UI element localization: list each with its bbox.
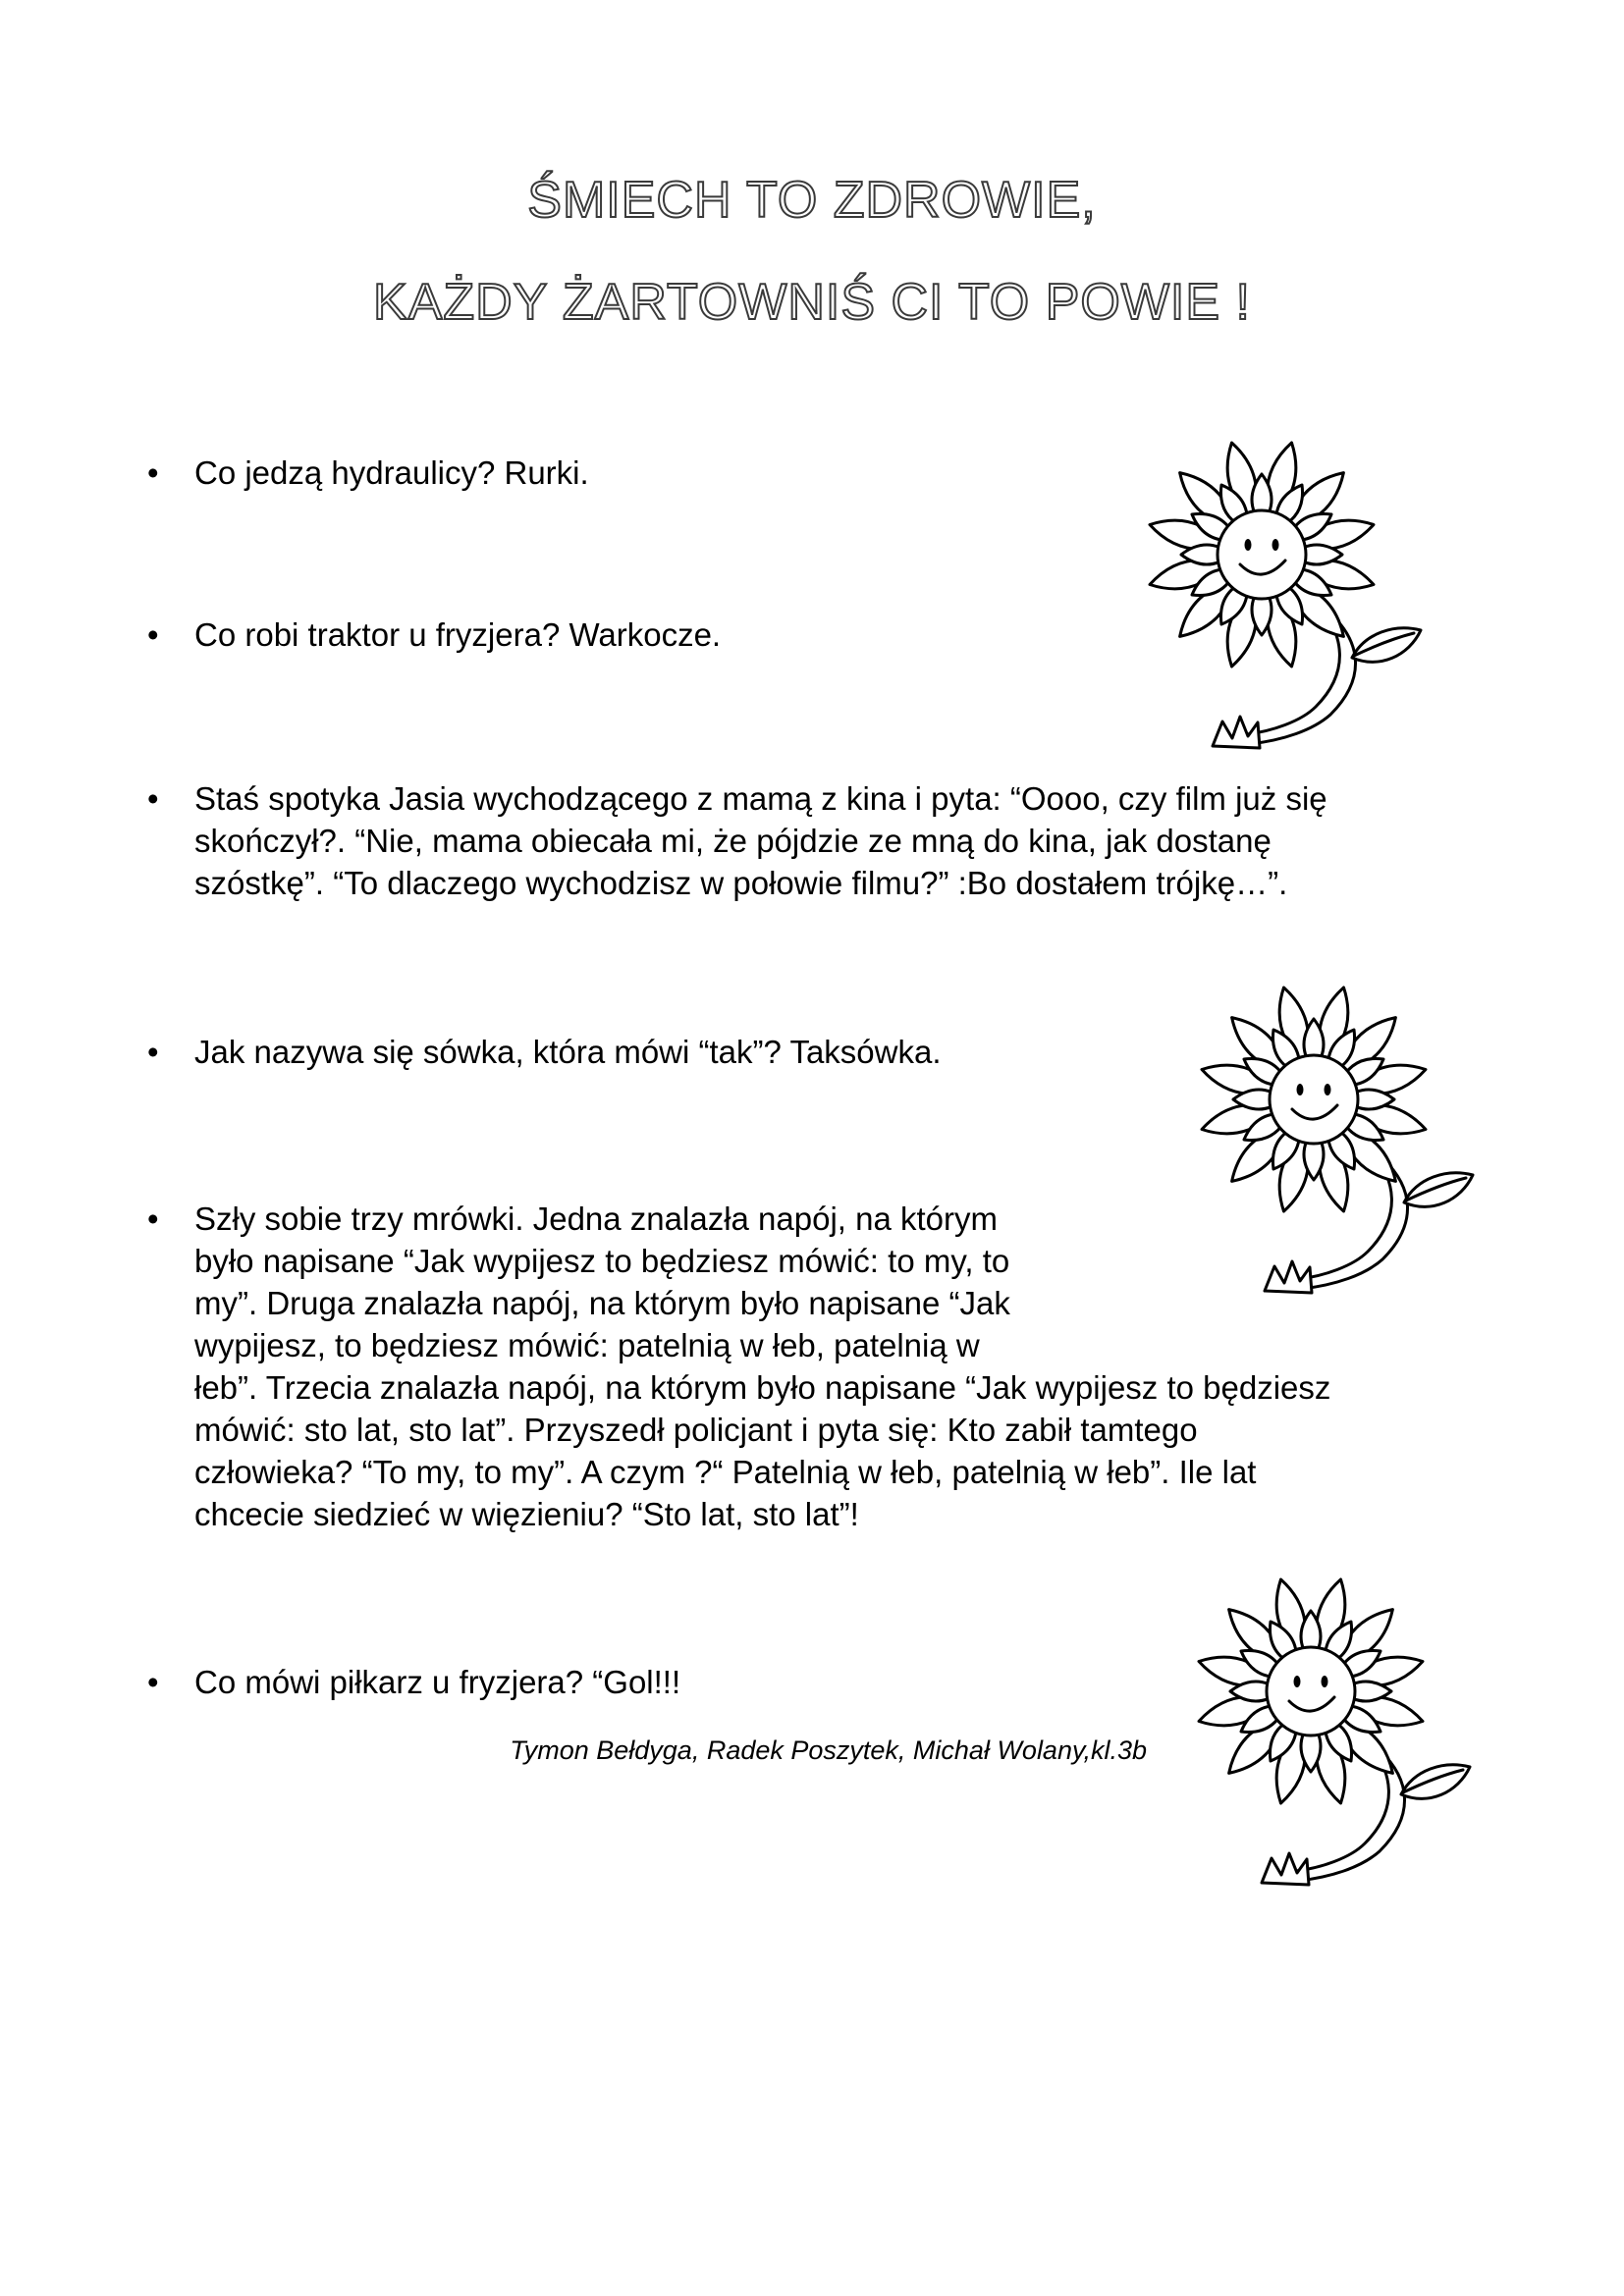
joke-line: Staś spotyka Jasia wychodzącego z mamą z kina i pyta: “Oooo, czy film już się xyxy=(194,780,1327,817)
joke-line: Co robi traktor u fryzjera? Warkocze. xyxy=(194,616,722,653)
joke-text xyxy=(194,1031,942,1073)
joke-line: było napisane “Jak wypijesz to będziesz mówić: to my, to xyxy=(194,1243,1010,1279)
joke-line: Szły sobie trzy mrówki. Jedna znalazła napój, na którym xyxy=(194,1201,999,1237)
bullet-icon: • xyxy=(147,616,159,653)
bullet-icon: • xyxy=(147,780,159,817)
joke-line: my”. Druga znalazła napój, na którym było napisane “Jak xyxy=(194,1285,1010,1321)
joke-line: człowieka? “To my, to my”. A czym ?“ Patelnią w łeb, patelnią w łeb”. Ile lat xyxy=(194,1454,1257,1490)
joke-line: Co jedzą hydraulicy? Rurki. xyxy=(194,454,589,491)
title-line-1: ŚMIECH TO ZDROWIE, xyxy=(527,172,1097,229)
joke-line: chcecie siedzieć w więzieniu? “Sto lat, sto lat”! xyxy=(194,1496,859,1532)
joke-line: Co mówi piłkarz u fryzjera? “Gol!!! xyxy=(194,1664,681,1700)
joke-text xyxy=(194,1661,680,1703)
author-credit: Tymon Bełdyga, Radek Poszytek, Michał Wolany,kl.3b xyxy=(510,1735,1147,1765)
joke-line: mówić: sto lat, sto lat”. Przyszedł policjant i pyta się: Kto zabił tamtego xyxy=(194,1412,1198,1448)
bullet-icon: • xyxy=(147,1201,159,1237)
bullet-icon: • xyxy=(147,1034,159,1070)
joke-line: łeb”. Trzecia znalazła napój, na którym było napisane “Jak wypijesz to będziesz xyxy=(194,1369,1331,1406)
bullet-icon: • xyxy=(147,1664,159,1700)
joke-line: wypijesz, to będziesz mówić: patelnią w łeb, patelnią w xyxy=(194,1327,980,1363)
bullet-icon: • xyxy=(147,454,159,491)
joke-text xyxy=(194,1198,1330,1535)
joke-line: Jak nazywa się sówka, która mówi “tak”? Taksówka. xyxy=(194,1034,942,1070)
joke-text xyxy=(194,614,721,656)
joke-text xyxy=(194,452,589,494)
joke-line: skończył?. “Nie, mama obiecała mi, że pójdzie ze mną do kina, jak dostanę xyxy=(194,823,1272,859)
sunflower-icon xyxy=(1144,422,1438,766)
joke-line: szóstkę”. “To dlaczego wychodzisz w połowie filmu?” :Bo dostałem trójkę…”. xyxy=(194,865,1288,901)
sunflower-icon xyxy=(1196,967,1490,1310)
joke-text xyxy=(194,777,1327,904)
title-line-2: KAŻDY ŻARTOWNIŚ CI TO POWIE ! xyxy=(373,274,1251,331)
sunflower-icon xyxy=(1193,1559,1488,1902)
